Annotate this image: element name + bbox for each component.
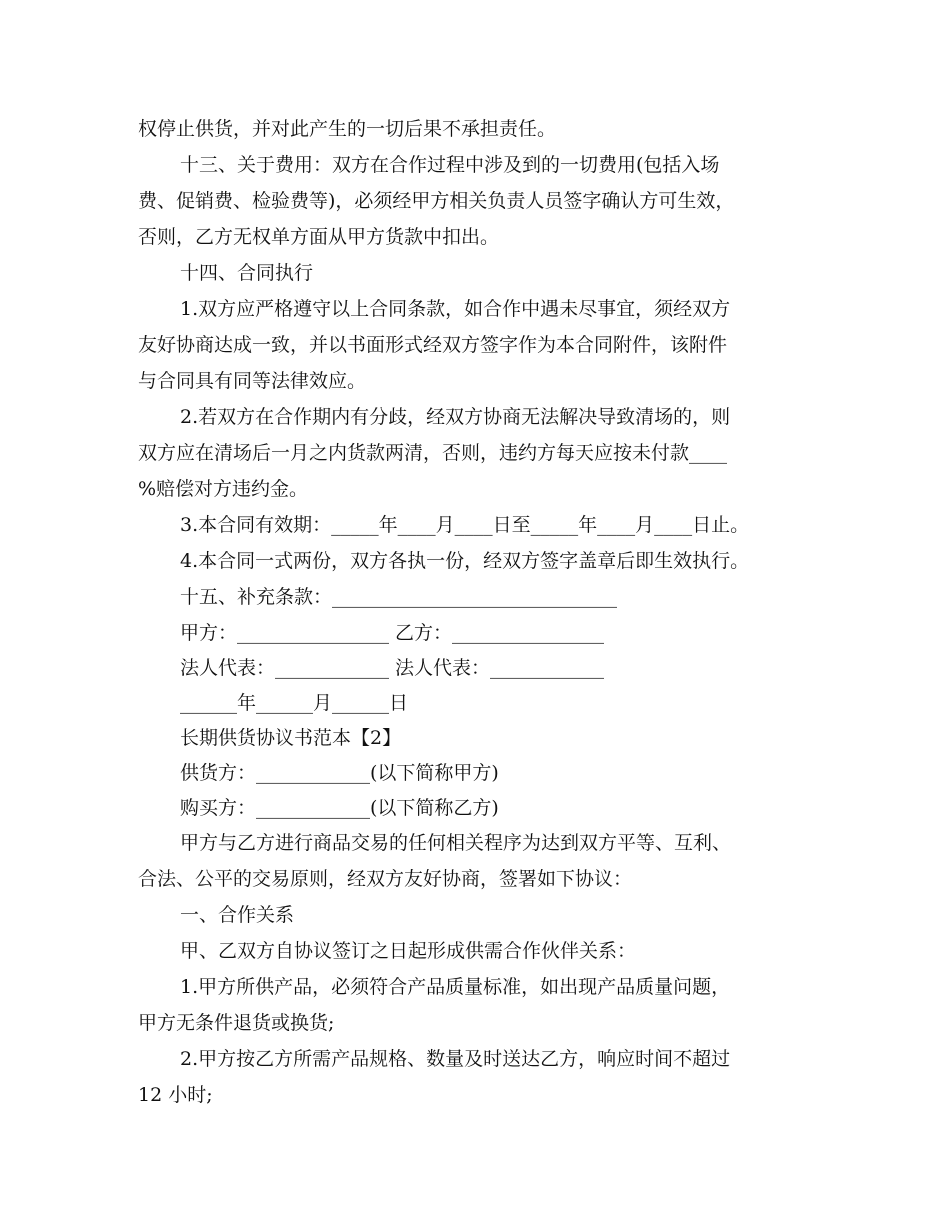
text-line: 友好协商达成一致，并以书面形式经双方签字作为本合同附件，该附件 <box>138 334 728 356</box>
section-heading: 一、合作关系 <box>180 904 295 926</box>
text-line: 费、促销费、检验费等)，必须经甲方相关负责人员签字确认方可生效， <box>138 190 735 212</box>
document-title: 长期供货协议书范本【2】 <box>180 727 402 749</box>
text-line: 12 小时; <box>138 1084 213 1106</box>
text-line: 与合同具有同等法律效应。 <box>138 370 367 392</box>
text-line: 4.本合同一式两份，双方各执一份，经双方签字盖章后即生效执行。 <box>180 550 750 572</box>
section-heading: 十五、补充条款：______________________________ <box>180 586 618 608</box>
text-line: %赔偿对方违约金。 <box>138 478 309 500</box>
text-line: 2.若双方在合作期内有分歧，经双方协商无法解决导致清场的，则 <box>180 406 731 428</box>
text-line: 否则，乙方无权单方面从甲方货款中扣出。 <box>138 226 500 248</box>
signature-line: 甲方：________________ 乙方：________________ <box>180 622 605 644</box>
party-line: 供货方：____________(以下简称甲方) <box>180 762 499 784</box>
text-line: 双方应在清场后一月之内货款两清，否则，违约方每天应按未付款____ <box>138 442 728 464</box>
text-line: 甲方与乙方进行商品交易的任何相关程序为达到双方平等、互利、 <box>180 832 732 854</box>
text-line: 1.甲方所供产品，必须符合产品质量标准，如出现产品质量问题， <box>180 976 731 998</box>
text-line: 甲方无条件退货或换货; <box>138 1012 335 1034</box>
text-line: 权停止供货，并对此产生的一切后果不承担责任。 <box>138 118 557 140</box>
text-line: 甲、乙双方自协议签订之日起形成供需合作伙伴关系： <box>180 940 637 962</box>
date-line: ______年______月______日 <box>180 692 409 714</box>
text-line: 1.双方应严格遵守以上合同条款，如合作中遇未尽事宜，须经双方 <box>180 298 731 320</box>
text-line: 十三、关于费用：双方在合作过程中涉及到的一切费用(包括入场 <box>180 154 720 176</box>
signature-line: 法人代表：____________ 法人代表：____________ <box>180 657 605 679</box>
party-line: 购买方：____________(以下简称乙方) <box>180 797 499 819</box>
section-heading: 十四、合同执行 <box>180 262 314 284</box>
text-line: 合法、公平的交易原则，经双方友好协商，签署如下协议： <box>138 868 633 890</box>
text-line: 2.甲方按乙方所需产品规格、数量及时送达乙方，响应时间不超过 <box>180 1048 731 1070</box>
text-line: 3.本合同有效期：_____年____月____日至_____年____月____日止。 <box>180 514 750 536</box>
